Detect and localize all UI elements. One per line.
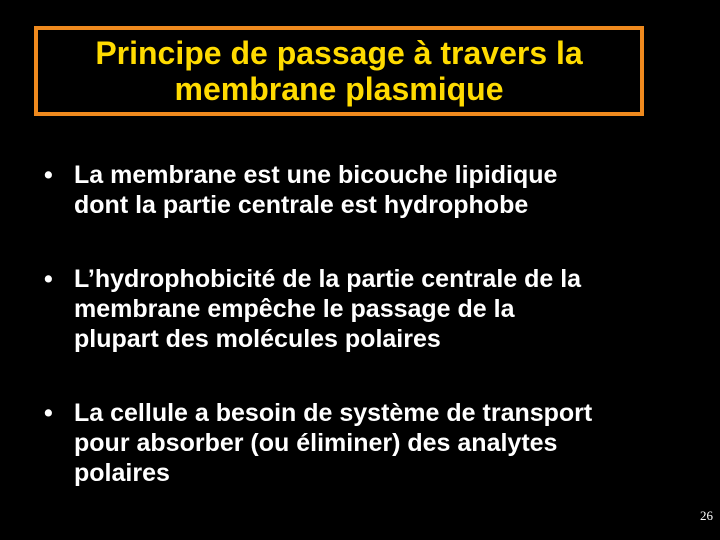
bullet-text: L’hydrophobicité de la partie centrale de la membrane empêche le passage de la plupart des molécules polaires — [74, 265, 582, 353]
page-number: 26 — [700, 508, 713, 523]
bullet-item-3 — [44, 398, 684, 488]
bullet-icon: • — [44, 265, 53, 293]
bullet-item-1 — [44, 160, 684, 220]
bullet-icon: • — [44, 399, 53, 427]
bullet-text: La membrane est une bicouche lipidique dont la partie centrale est hydrophobe — [74, 161, 558, 219]
bullet-icon: • — [44, 161, 53, 189]
slide-title: Principe de passage à travers la membrane plasmique — [95, 35, 583, 107]
bullet-item-2 — [44, 264, 684, 354]
title-box — [34, 26, 644, 116]
bullet-list — [44, 160, 684, 488]
bullet-text: La cellule a besoin de système de transport pour absorber (ou éliminer) des analytes polaires — [74, 399, 593, 487]
